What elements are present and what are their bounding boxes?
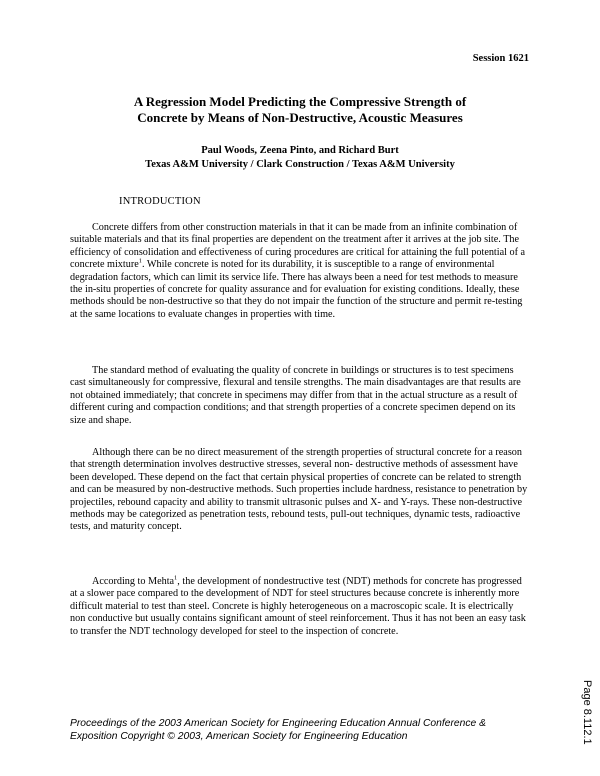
page-number-stamp: Page 8.112.1 <box>581 680 593 745</box>
author-block <box>0 144 600 172</box>
footer-line-2: Exposition Copyright © 2003, American Society for Engineering Education <box>70 731 408 742</box>
paragraph-3-text: Although there can be no direct measurement of the strength properties of structural concrete for a reason that strength determination involves destructive stresses, several non- destructive methods of assessment have been developed. These depend on the fact that certain physical properties of concrete can be related to strength and can be measured by non-destructive methods. Such properties include hardness, resistance to penetration by projectiles, rebound capacity and ability to transmit ultrasonic pulses and X- and Y-rays. These non-destructive methods may be categorized as penetration tests, rebound tests, pull-out techniques, dynamic tests, radioactive tests, and maturity concept. <box>70 447 528 533</box>
paragraph-3 <box>70 447 528 534</box>
paper-title-line-2: Concrete by Means of Non-Destructive, Acoustic Measures <box>137 110 463 125</box>
paragraph-1 <box>70 222 528 321</box>
author-affiliations: Texas A&M University / Clark Construction / Texas A&M University <box>145 159 455 170</box>
paragraph-2-text: The standard method of evaluating the quality of concrete in buildings or structures is to test specimens cast simultaneously for compressive, flexural and tensile strengths. The main disadvantages are that results are not obtained immediately; that concrete in specimens may differ from that in the actual structure as a result of different curing and compaction conditions; and that strength properties of a concrete specimen depend on its size and shape. <box>70 365 521 426</box>
section-heading-introduction: INTRODUCTION <box>119 196 201 207</box>
paragraph-2 <box>70 365 528 427</box>
paragraph-4 <box>70 576 528 638</box>
paragraph-1-text-b: . While concrete is noted for its durability, it is susceptible to a range of environmental degradation factors, which can limit its service life. There has always been a need for test methods to measure the in-situ properties of concrete for quality assurance and for evaluation for existing conditions. Ideally, these methods should be non-destructive so that they do not impair the function of the structure and permit re-testing at the same locations to evaluate changes in properties with time. <box>70 259 523 320</box>
author-names: Paul Woods, Zeena Pinto, and Richard Burt <box>201 145 399 156</box>
paper-title-line-1: A Regression Model Predicting the Compressive Strength of <box>133 94 467 109</box>
session-number: Session 1621 <box>472 53 529 64</box>
paragraph-1-text-a: Concrete differs from other construction materials in that it can be made from an infinite combination of suitable materials and that its final properties are dependent on the treatment after it arrives at the job site. The efficiency of consolidation and effectiveness of curing procedures are critical for attaining the full potential of a concrete mixture <box>70 222 526 271</box>
paragraph-4-text-b: , the development of nondestructive test (NDT) methods for concrete has progressed at a slower pace compared to the development of NDT for steel structures because concrete is inherently more difficult material to test than steel. Concrete is highly heterogeneous on a macroscopic scale. It is electrically non conductive but usually contains significant amount of steel reinforcement. Thus it has not been an easy task to transfer the NDT technology developed for steel to the inspection of concrete. <box>70 576 526 637</box>
paper-title <box>0 94 600 126</box>
proceedings-footer <box>70 717 486 743</box>
citation-superscript: 1 <box>138 257 142 265</box>
citation-superscript: 1 <box>174 574 178 582</box>
footer-line-1: Proceedings of the 2003 American Society for Engineering Education Annual Conference & <box>70 718 486 729</box>
paragraph-4-text-a: According to Mehta <box>92 576 175 587</box>
